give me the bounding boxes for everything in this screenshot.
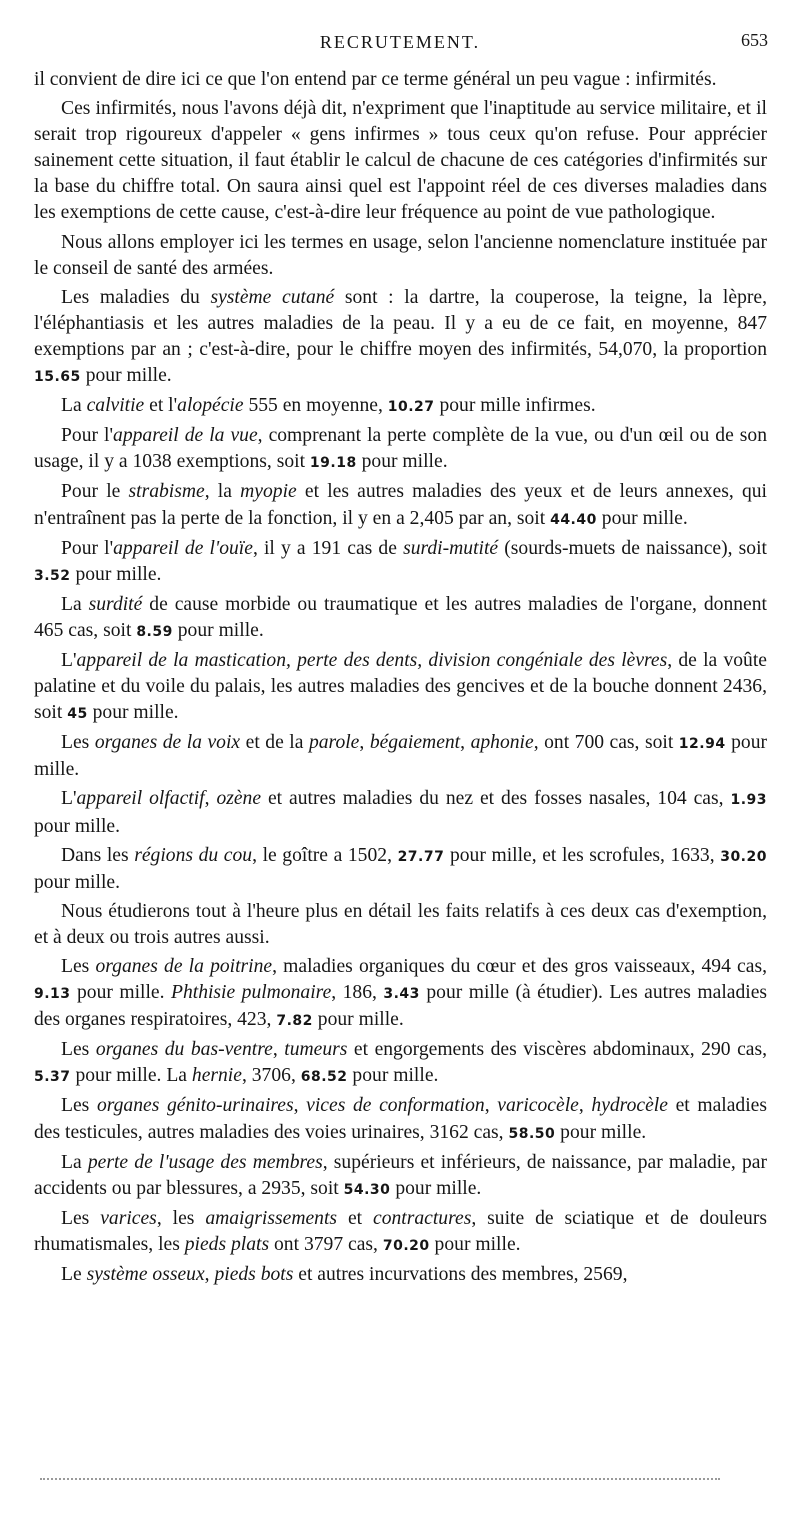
text-run: pour mille. <box>347 1065 439 1087</box>
paragraph <box>34 954 767 1034</box>
rate-per-thousand: 68.52 <box>300 1069 348 1086</box>
italic-term: Phthisie pulmonaire <box>170 982 332 1004</box>
text-run: et les autres maladies des yeux et de leurs annexes, qui n'entraînent pas la perte de la fonction, il y en a 2,405 par an, soit <box>34 481 767 529</box>
text-run: La <box>61 395 87 417</box>
italic-term: appareil de l'ouïe <box>113 537 253 559</box>
italic-term: aphonie <box>470 732 534 754</box>
rate-per-thousand: 58.50 <box>508 1125 556 1142</box>
italic-term: système cutané <box>210 286 335 308</box>
text-run: sont : la dartre, la couperose, la teigne, la lèpre, l'éléphantiasis et les autres maladies de la peau. Il y a eu de ce fait, en moyenne, 847 exemptions par an ; c'est-à-dire, pour le chiffre moyen des infirmités, 54,070, la proportion <box>34 286 767 360</box>
text-run: pour mille, et les scrofules, 1633, <box>444 844 721 866</box>
italic-term: régions du cou <box>134 844 253 866</box>
paragraph <box>34 592 767 645</box>
text-run: , <box>204 1264 215 1286</box>
text-run: pour mille. <box>312 1009 404 1031</box>
running-head <box>0 30 800 54</box>
text-run: Pour l' <box>61 425 114 447</box>
italic-term: calvitie <box>86 395 145 417</box>
text-run: (sourds-muets de naissance), soit <box>498 537 767 559</box>
text-run: , 3706, <box>241 1065 301 1087</box>
italic-term: surdi-mutité <box>403 537 499 559</box>
text-run: Pour l' <box>61 537 114 559</box>
italic-term: hernie <box>191 1065 242 1087</box>
text-run: , la <box>204 481 241 503</box>
italic-term: parole <box>308 732 360 754</box>
text-run: Nous allons employer ici les termes en usage, selon l'ancienne nomenclature instituée par le conseil de santé des armées. <box>34 231 767 279</box>
italic-term: organes du bas-ventre <box>95 1039 273 1061</box>
text-run: La <box>61 593 89 615</box>
rate-per-thousand: 8.59 <box>136 623 173 640</box>
text-run: pour mille. <box>87 702 179 724</box>
text-run: Les <box>61 732 95 754</box>
rate-per-thousand: 15.65 <box>34 369 81 386</box>
text-run: L' <box>61 788 77 810</box>
body-text <box>34 67 767 1291</box>
paragraph <box>34 1150 767 1203</box>
text-run: Dans les <box>61 844 135 866</box>
text-run: La <box>61 1151 88 1173</box>
italic-term: appareil olfactif <box>76 788 205 810</box>
text-run: il convient de dire ici ce que l'on entend par ce terme général un peu vague : infirmités. <box>34 69 717 90</box>
italic-term: tumeurs <box>284 1039 348 1061</box>
text-run: , <box>359 732 370 754</box>
italic-term: ozène <box>216 788 262 810</box>
footer-rule <box>40 1478 720 1480</box>
rate-per-thousand: 70.20 <box>382 1237 430 1254</box>
text-run: , <box>578 1095 592 1117</box>
text-run: et de la <box>240 732 309 754</box>
text-run: pour mille. <box>172 619 264 641</box>
text-run: , il y a 191 cas de <box>252 537 404 559</box>
paragraph <box>34 536 767 589</box>
text-run: Les <box>61 1095 97 1117</box>
paragraph <box>34 730 767 783</box>
text-run: et autres maladies du nez et des fosses nasales, 104 cas, <box>261 788 731 810</box>
text-run: de cause morbide ou traumatique et les autres maladies de l'organe, donnent 465 cas, soit <box>34 593 767 641</box>
rate-per-thousand: 45 <box>67 706 88 723</box>
italic-term: organes de la poitrine <box>95 956 273 977</box>
paragraph <box>34 393 767 420</box>
text-run: , de la voûte palatine et du voile du palais, les autres maladies des gencives et de la bouche donnent 2436, soit <box>34 649 767 724</box>
text-run: 555 en moyenne, <box>243 395 388 417</box>
italic-term: vices de conformation <box>306 1095 485 1117</box>
rate-per-thousand: 1.93 <box>730 792 767 809</box>
paragraph <box>34 67 767 93</box>
rate-per-thousand: 30.20 <box>720 848 767 865</box>
text-run: Les maladies du <box>61 286 211 308</box>
text-run: , suite de sciatique et de douleurs rhumatismales, les <box>34 1207 767 1255</box>
paragraph <box>34 1037 767 1090</box>
paragraph <box>34 1262 767 1288</box>
italic-term: pieds bots <box>214 1264 294 1286</box>
rate-per-thousand: 12.94 <box>678 736 726 753</box>
text-run: , <box>460 732 471 754</box>
text-run: , 186, <box>331 982 384 1004</box>
text-run: pour mille. <box>429 1233 521 1255</box>
text-run: pour mille. <box>356 451 448 473</box>
paragraph <box>34 479 767 532</box>
rate-per-thousand: 10.27 <box>387 399 435 416</box>
italic-term: organes de la voix <box>94 732 241 754</box>
italic-term: appareil de la vue <box>113 425 258 447</box>
rate-per-thousand: 7.82 <box>276 1013 313 1030</box>
italic-term: varices <box>100 1207 157 1229</box>
rate-per-thousand: 9.13 <box>34 986 71 1003</box>
italic-term: système osseux <box>86 1264 205 1286</box>
paragraph <box>34 1093 767 1146</box>
italic-term: myopie <box>240 481 297 503</box>
text-run: Le <box>61 1264 87 1286</box>
paragraph <box>34 786 767 839</box>
text-run: , <box>272 1039 285 1061</box>
rate-per-thousand: 44.40 <box>550 511 597 528</box>
italic-term: pieds plats <box>184 1233 270 1255</box>
italic-term: alopécie <box>177 395 244 417</box>
text-run: , maladies organiques du cœur et des gros vaisseaux, 494 cas, <box>272 956 767 977</box>
text-run: pour mille. <box>70 982 171 1004</box>
paragraph <box>34 285 767 390</box>
text-run: Les <box>61 956 96 977</box>
paragraph <box>34 230 767 282</box>
rate-per-thousand: 3.52 <box>34 567 71 584</box>
rate-per-thousand: 5.37 <box>34 1069 71 1086</box>
text-run: , <box>484 1095 498 1117</box>
text-run: Les <box>61 1039 96 1061</box>
text-run: , <box>204 788 217 810</box>
rate-per-thousand: 3.43 <box>383 986 420 1003</box>
text-run: , le goître a 1502, <box>252 844 398 866</box>
text-run: et autres incurvations des membres, 2569, <box>293 1264 628 1286</box>
paragraph <box>34 899 767 951</box>
italic-term: hydrocèle <box>591 1095 668 1117</box>
text-run: Nous étudierons tout à l'heure plus en détail les faits relatifs à ces deux cas d'exemption, et à deux ou trois autres aussi. <box>34 900 767 948</box>
text-run: pour mille infirmes. <box>434 395 596 417</box>
text-run: Ces infirmités, nous l'avons déjà dit, n'expriment que l'inaptitude au service militaire, et il serait trop rigoureux d'appeler « gens infirmes » tous ceux qu'on refuse. Pour apprécier sainement cette situation, il faut établir le calcul de chacune de ces catégories d'infirmités sur la base du chiffre total. On saura ainsi quel est l'appoint réel de ces diverses maladies dans les exemptions de cette cause, c'est-à-dire leur fréquence au point de vue pathologique. <box>34 98 767 224</box>
italic-term: strabisme <box>128 481 205 503</box>
text-run: et l' <box>144 395 178 417</box>
text-run: pour mille (à étudier). Les autres maladies des organes respiratoires, 423, <box>34 982 768 1031</box>
text-run: pour mille. <box>34 732 768 781</box>
text-run: pour mille. La <box>70 1065 192 1087</box>
italic-term: amaigrissements <box>205 1207 338 1229</box>
paragraph <box>34 423 767 476</box>
text-run: , supérieurs et inférieurs, de naissance, par maladie, par accidents ou par blessures, a 2935, soit <box>34 1151 767 1199</box>
text-run: et <box>337 1207 374 1229</box>
rate-per-thousand: 27.77 <box>397 848 445 865</box>
paragraph <box>34 96 767 226</box>
text-run: ont 3797 cas, <box>269 1233 383 1255</box>
page-number: 653 <box>741 30 768 50</box>
text-run: pour mille. <box>596 507 688 529</box>
text-run: pour mille. <box>555 1121 647 1143</box>
text-run: , ont 700 cas, soit <box>533 732 679 754</box>
running-title: RECRUTEMENT. <box>319 32 481 52</box>
paragraph <box>34 843 767 896</box>
text-run: pour mille. <box>34 815 120 837</box>
italic-term: varicocèle <box>497 1095 579 1117</box>
italic-term: surdité <box>88 593 143 615</box>
italic-term: bégaiement <box>369 732 461 754</box>
text-run: , <box>293 1095 307 1117</box>
text-run: , les <box>156 1207 206 1229</box>
text-run: et engorgements des viscères abdominaux, 290 cas, <box>347 1039 767 1061</box>
rate-per-thousand: 54.30 <box>343 1181 391 1198</box>
paragraph <box>34 648 767 727</box>
text-run: pour mille. <box>34 871 120 893</box>
italic-term: perte de l'usage des membres <box>87 1151 323 1173</box>
italic-term: organes génito-urinaires <box>96 1095 294 1117</box>
text-run: pour mille. <box>80 365 172 387</box>
text-run: pour mille. <box>390 1177 482 1199</box>
italic-term: appareil de la mastication, perte des dents, division congéniale des lèvres <box>76 649 668 671</box>
italic-term: contractures <box>373 1207 472 1229</box>
text-run: Les <box>61 1207 101 1229</box>
text-run: Pour le <box>61 481 129 503</box>
text-run: , comprenant la perte complète de la vue, ou d'un œil ou de son usage, il y a 1038 exemptions, soit <box>34 425 768 473</box>
rate-per-thousand: 19.18 <box>309 455 357 472</box>
text-run: pour mille. <box>70 563 162 585</box>
text-run: et maladies des testicules, autres maladies des voies urinaires, 3162 cas, <box>34 1095 767 1143</box>
paragraph <box>34 1206 767 1259</box>
text-run: L' <box>61 649 77 671</box>
